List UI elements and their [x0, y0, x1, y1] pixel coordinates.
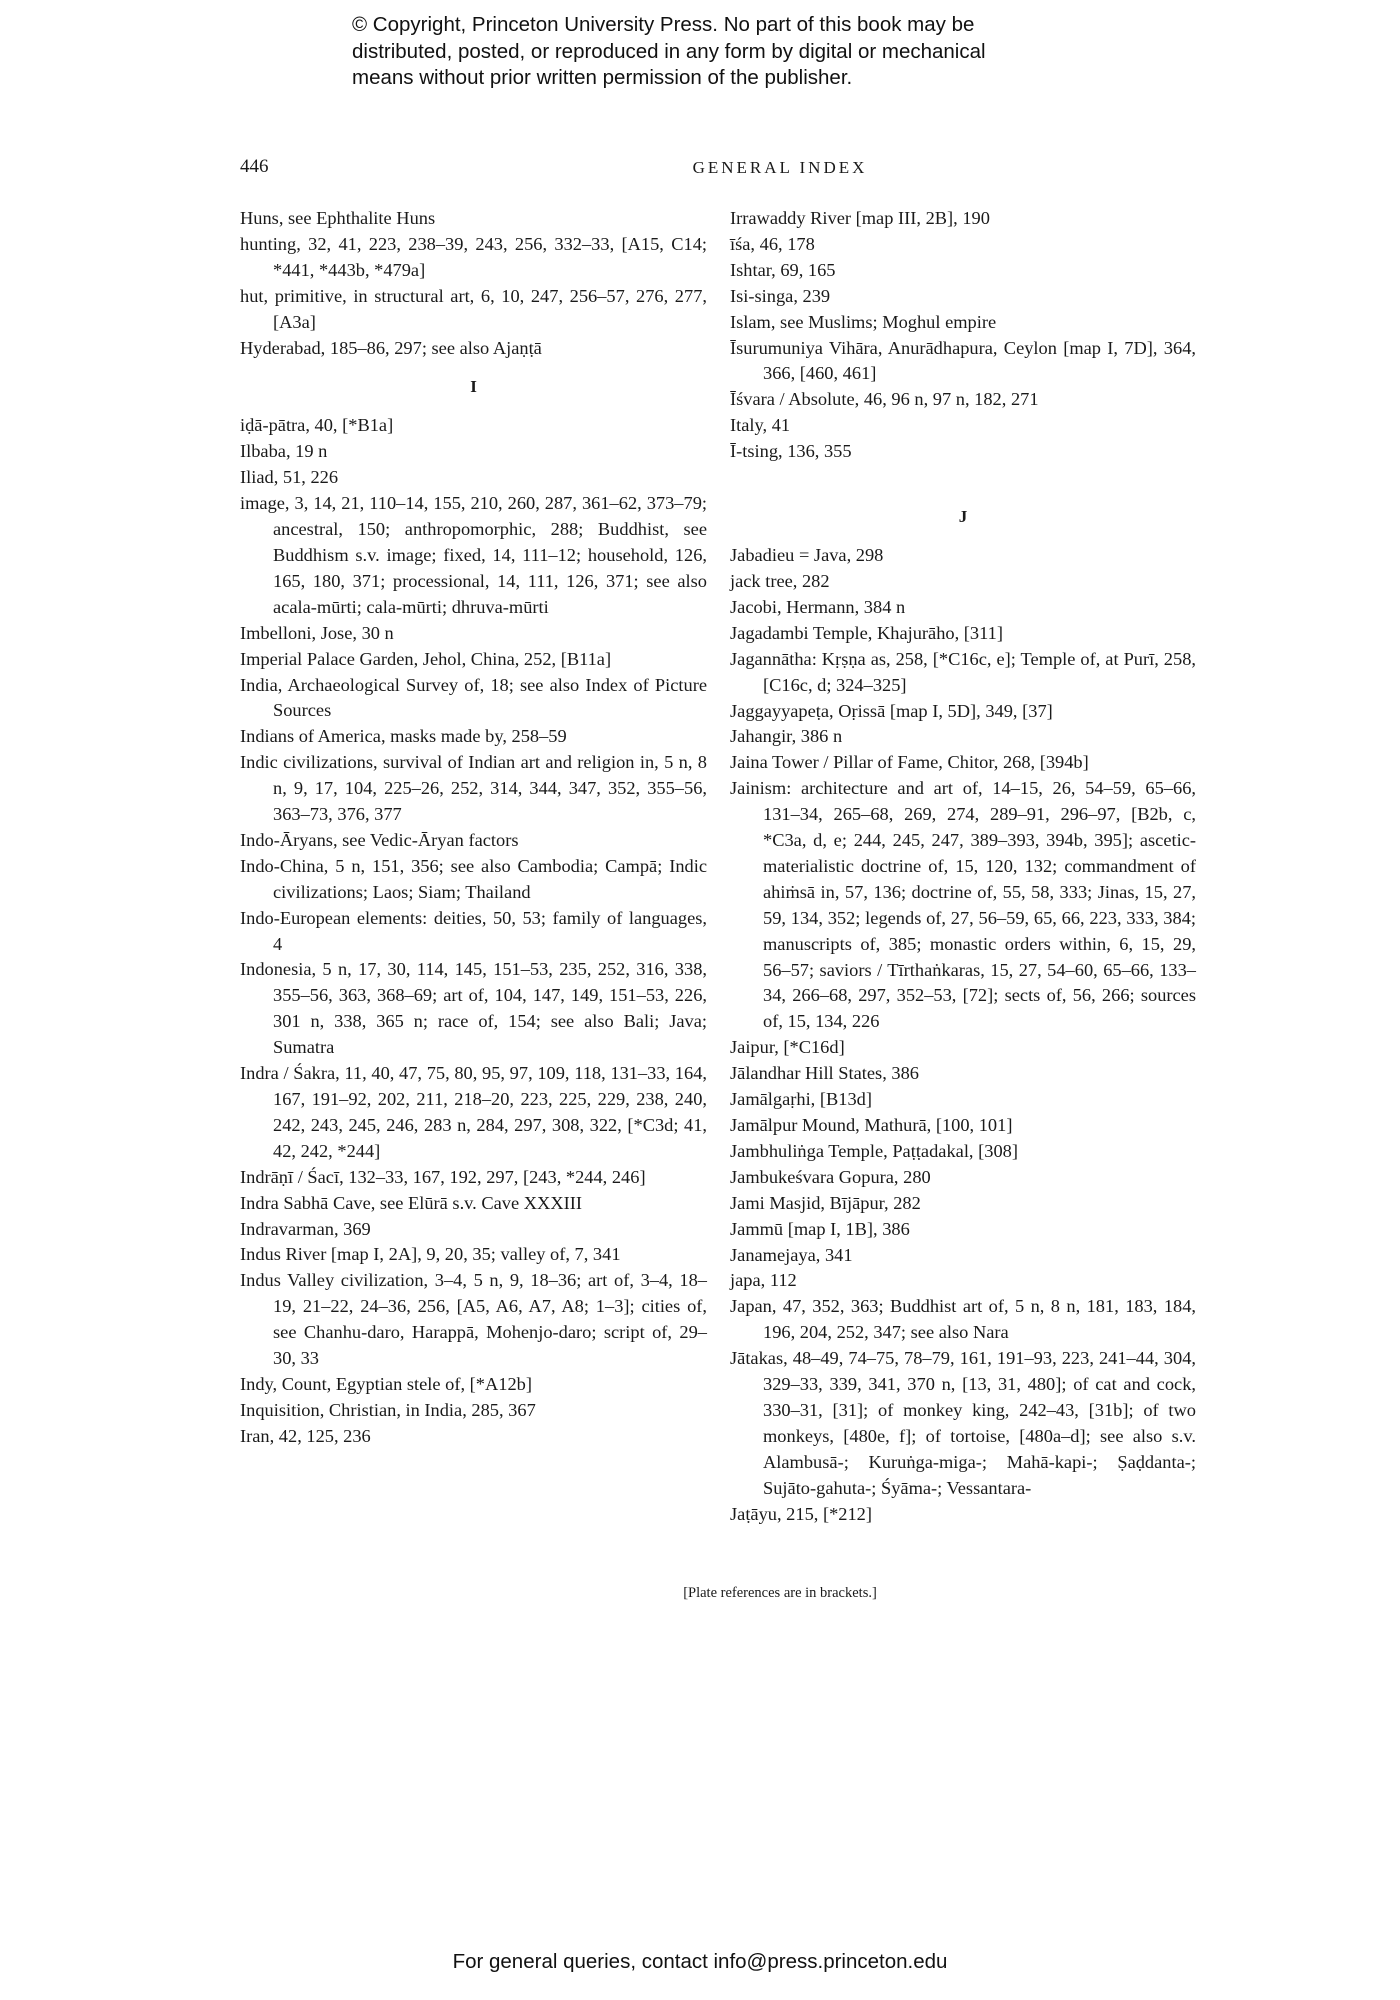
index-entry: Jacobi, Hermann, 384 n [730, 596, 906, 617]
index-entry: Jagadambi Temple, Khajurāho, [311] [730, 622, 1003, 643]
index-entry: Jaipur, [*C16d] [730, 1037, 845, 1058]
index-entry: Italy, 41 [730, 415, 791, 436]
letter-heading-j: J [958, 507, 968, 527]
index-entry: Iliad, 51, 226 [240, 467, 339, 488]
index-entry: Indians of America, masks made by, 258–59 [240, 726, 567, 747]
index-entry: Inquisition, Christian, in India, 285, 367 [240, 1399, 536, 1420]
index-entry: japa, 112 [730, 1270, 797, 1291]
index-entry: Indra / Śakra, 11, 40, 47, 75, 80, 95, 97, 109, 118, 131–33, 164, 167, 191–92, 202, 211, 218–20, 223, 225, 229, 238, 240, 242, 243, 245, 246, 283 n, 284, 297, 308, 322, [*C3d; 41, 42, 242, *244] [240, 1063, 707, 1161]
index-entry: Indo-European elements: deities, 50, 53; family of languages, 4 [240, 907, 707, 954]
index-entry: Irrawaddy River [map III, 2B], 190 [730, 208, 990, 228]
index-entry: Jabadieu = Java, 298 [730, 545, 884, 566]
index-entry: Japan, 47, 352, 363; Buddhist art of, 5 n, 8 n, 181, 183, 184, 196, 204, 252, 347; see also Nara [730, 1296, 1196, 1343]
index-entry: Indus River [map I, 2A], 9, 20, 35; valley of, 7, 341 [240, 1244, 621, 1265]
index-entry: image, 3, 14, 21, 110–14, 155, 210, 260, 287, 361–62, 373–79; ancestral, 150; anthropomorphic, 288; Buddhist, see Buddhism s.v. image; fixed, 14, 111–12; household, 126, 165, 180, 371; processional, 14, 111, 126, 371; see also acala-mūrti; cala-mūrti; dhruva-mūrti [240, 493, 707, 617]
index-entry: hut, primitive, in structural art, 6, 10, 247, 256–57, 276, 277, [A3a] [240, 285, 707, 332]
spacer [730, 465, 1196, 491]
copyright-line: distributed, posted, or reproduced in any form by digital or mechanical [352, 39, 986, 63]
index-entry: Jammū [map I, 1B], 386 [730, 1218, 910, 1239]
index-entry: Huns, see Ephthalite Huns [240, 208, 436, 228]
index-entry: Jami Masjid, Bījāpur, 282 [730, 1192, 921, 1213]
index-entry: Jagannātha: Kṛṣṇa as, 258, [*C16c, e]; Temple of, at Purī, 258, [C16c, d; 324–325] [730, 648, 1196, 695]
index-entry: hunting, 32, 41, 223, 238–39, 243, 256, 332–33, [A15, C14; *441, *443b, *479a] [240, 233, 707, 280]
index-entry: Jālandhar Hill States, 386 [730, 1063, 919, 1084]
index-entry: Ilbaba, 19 n [240, 441, 328, 462]
index-entry: Jaṭāyu, 215, [*212] [730, 1503, 872, 1524]
index-entry: Indo-Āryans, see Vedic-Āryan factors [240, 829, 519, 850]
index-entry: Jambukeśvara Gopura, 280 [730, 1166, 931, 1187]
index-entry: Indic civilizations, survival of Indian art and religion in, 5 n, 8 n, 9, 17, 104, 225–26, 252, 314, 344, 347, 352, 355–56, 363–73, 376, 377 [240, 752, 707, 825]
plate-references-note: [Plate references are in brackets.] [683, 1585, 877, 1601]
index-entry: Jahangir, 386 n [730, 726, 843, 747]
index-entry: Ī-tsing, 136, 355 [730, 441, 852, 462]
index-entry: Iran, 42, 125, 236 [240, 1425, 371, 1446]
copyright-line: means without prior written permission of the publisher. [352, 66, 853, 89]
index-entry: Ishtar, 69, 165 [730, 259, 836, 280]
index-entry: Islam, see Muslims; Moghul empire [730, 311, 997, 332]
running-title: GENERAL INDEX [692, 158, 868, 177]
copyright-line: © Copyright, Princeton University Press. No part of this book may be [352, 13, 975, 36]
copyright-notice [352, 12, 1112, 92]
index-entry: Imperial Palace Garden, Jehol, China, 252, [B11a] [240, 648, 612, 669]
index-entry: jack tree, 282 [730, 570, 830, 591]
index-entry: Indravarman, 369 [240, 1218, 371, 1239]
index-entry: Indus Valley civilization, 3–4, 5 n, 9, 18–36; art of, 3–4, 18–19, 21–22, 24–36, 256, [A5, A6, A7, A8; 1–3]; cities of, see Chanhu-daro, Harappā, Mohenjo-daro; script of, 29–30, 33 [240, 1270, 707, 1369]
page-number: 446 [240, 156, 269, 177]
index-entry: Jamālpur Mound, Mathurā, [100, 101] [730, 1115, 1013, 1135]
index-entry: Īśvara / Absolute, 46, 96 n, 97 n, 182, 271 [730, 389, 1039, 410]
index-entry: iḍā-pātra, 40, [*B1a] [240, 415, 394, 436]
index-entry: Jātakas, 48–49, 74–75, 78–79, 161, 191–93, 223, 241–44, 304, 329–33, 339, 341, 370 n, [13, 31, 480]; of cat and cock, 330–31, [31]; of monkey king, 242–43, [31b]; of two monkeys, [480e, f]; of tortoise, [480a–d]; see also s.v. Alambusā-; Kuruṅga-miga-; Mahā-kapi-; Ṣaḍdanta-; Sujāto-gahuta-; Śyāma-; Vessantara- [730, 1348, 1196, 1498]
index-entry: Jainism: architecture and art of, 14–15, 26, 54–59, 65–66, 131–34, 265–68, 269, 274, 289–91, 296–97, [B2b, c, *C3a, d, e; 244, 245, 247, 389–393, 394b, 395]; ascetic-materialistic doctrine of, 15, 120, 132; commandment of ahiṁsā in, 57, 136; doctrine of, 55, 58, 333; Jinas, 15, 27, 59, 134, 352; legends of, 27, 56–59, 65, 66, 223, 333, 384; manuscripts of, 385; monastic orders within, 6, 15, 29, 56–57; saviors / Tīrthaṅkaras, 15, 27, 54–60, 65–66, 133–34, 266–68, 297, 352–53, [72]; sects of, 56, 266; sources of, 15, 134, 226 [730, 778, 1196, 1032]
index-entry: Indy, Count, Egyptian stele of, [*A12b] [240, 1373, 532, 1394]
index-entry: īśa, 46, 178 [730, 233, 815, 254]
index-entry: Jambhuliṅga Temple, Paṭṭadakal, [308] [730, 1140, 1018, 1161]
index-entry: Jaggayyapeṭa, Oṛissā [map I, 5D], 349, [37] [730, 700, 1053, 721]
index-entry: Jamālgaṛhi, [B13d] [730, 1089, 872, 1110]
index-entry: Indo-China, 5 n, 151, 356; see also Cambodia; Campā; Indic civilizations; Laos; Siam; Thailand [240, 855, 707, 902]
index-entry: Indrāṇī / Śacī, 132–33, 167, 192, 297, [243, *244, 246] [240, 1166, 646, 1187]
index-entry: Indonesia, 5 n, 17, 30, 114, 145, 151–53, 235, 252, 316, 338, 355–56, 363, 368–69; art of, 104, 147, 149, 151–53, 226, 301 n, 338, 365 n; race of, 154; see also Bali; Java; Sumatra [240, 959, 707, 1058]
index-entry: Hyderabad, 185–86, 297; see also Ajaṇṭā [240, 337, 542, 358]
index-entry: Isi-singa, 239 [730, 285, 831, 306]
index-column-left [240, 206, 707, 1450]
index-entry: India, Archaeological Survey of, 18; see also Index of Picture Sources [240, 674, 707, 721]
index-entry: Imbelloni, Jose, 30 n [240, 622, 394, 643]
index-entry: Indra Sabhā Cave, see Elūrā s.v. Cave XXXIII [240, 1192, 582, 1213]
letter-heading-i: I [470, 377, 477, 397]
index-column-right [730, 206, 1196, 1528]
index-entry: Janamejaya, 341 [730, 1244, 853, 1265]
index-entry: Jaina Tower / Pillar of Fame, Chitor, 268, [394b] [730, 752, 1089, 773]
footer-contact: For general queries, contact info@press.princeton.edu [452, 1950, 948, 1973]
index-entry: Īsurumuniya Vihāra, Anurādhapura, Ceylon [map I, 7D], 364, 366, [460, 461] [730, 337, 1196, 384]
